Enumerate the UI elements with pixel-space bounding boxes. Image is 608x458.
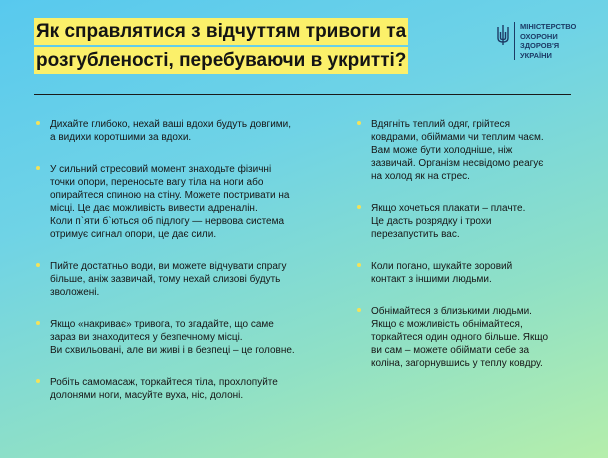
trident-icon: [496, 24, 510, 46]
title-line-2: розгубленості, перебуваючи в укритті?: [34, 47, 408, 74]
logo-text: [514, 22, 576, 60]
bullet-icon: [36, 166, 40, 170]
bullet-icon: [357, 205, 361, 209]
title-line-1: Як справлятися з відчуттям тривоги та: [34, 18, 408, 45]
tip-item: [357, 118, 577, 183]
title-divider: [34, 94, 571, 95]
tip-text: У сильний стресовий момент знаходьте фізичні точки опори, переносьте вагу тіла на ноги або опирайтеся спиною на стіну. Можете постривати на місці. Це дає можливість вивести адреналін. Коли п`яти б`ються об підлогу — нервова система отримує сигнал опори, це дає сили.: [50, 164, 290, 240]
tip-item: [36, 163, 326, 241]
bullet-icon: [36, 379, 40, 383]
tip-text: Якщо хочеться плакати – плачте. Це дасть розрядку і трохи перезапустить вас.: [371, 203, 526, 240]
tip-text: Пийте достатньо води, ви можете відчувати спрагу більше, аніж зазвичай, тому нехай слизові будуть зволожені.: [50, 261, 287, 298]
logo-line: УКРАЇНИ: [520, 50, 552, 60]
tip-text: Вдягніть теплий одяг, грійтеся ковдрами, обіймами чи теплим чаєм. Вам може бути холодніше, ніж зазвичай. Організм несвідомо реагує на холод як на стрес.: [371, 119, 544, 182]
bullet-icon: [357, 263, 361, 267]
tip-item: [36, 376, 326, 402]
tip-text: Якщо «накриває» тривога, то згадайте, що саме зараз ви знаходитеся у безпечному місці. Ви схвильовані, але ви живі і в безпеці – це головне.: [50, 319, 295, 356]
logo-line: МІНІСТЕРСТВО: [520, 22, 577, 31]
bullet-icon: [36, 121, 40, 125]
bullet-icon: [36, 263, 40, 267]
tip-text: Дихайте глибоко, нехай ваші вдохи будуть довгими, а видихи коротшими за вдохи.: [50, 119, 292, 143]
tip-item: [357, 305, 577, 370]
bullet-icon: [36, 321, 40, 325]
tip-item: [357, 202, 577, 241]
tip-text: Робіть самомасаж, торкайтеся тіла, прохлопуйте долонями ноги, масуйте вуха, ніс, долоні.: [50, 377, 278, 401]
tip-text: Обнімайтеся з близькими людьми. Якщо є можливість обнімайтеся, торкайтеся один одного більше. Якщо ви сам – можете обіймати себе за коліна, загорнувшись у теплу ковдру.: [371, 306, 549, 369]
bullet-icon: [357, 308, 361, 312]
logo-line: ОХОРОНИ: [520, 31, 558, 41]
tip-text: Коли погано, шукайте зоровий контакт з іншими людьми.: [371, 261, 513, 285]
tip-item: [36, 260, 326, 299]
left-column: [36, 118, 326, 402]
bullet-icon: [357, 121, 361, 125]
ministry-logo: [496, 22, 576, 60]
tip-item: [36, 318, 326, 357]
tip-item: [357, 260, 577, 286]
right-column: [357, 118, 577, 370]
page-title: [34, 18, 434, 76]
logo-line: ЗДОРОВ'Я: [520, 41, 560, 50]
tip-item: [36, 118, 326, 144]
